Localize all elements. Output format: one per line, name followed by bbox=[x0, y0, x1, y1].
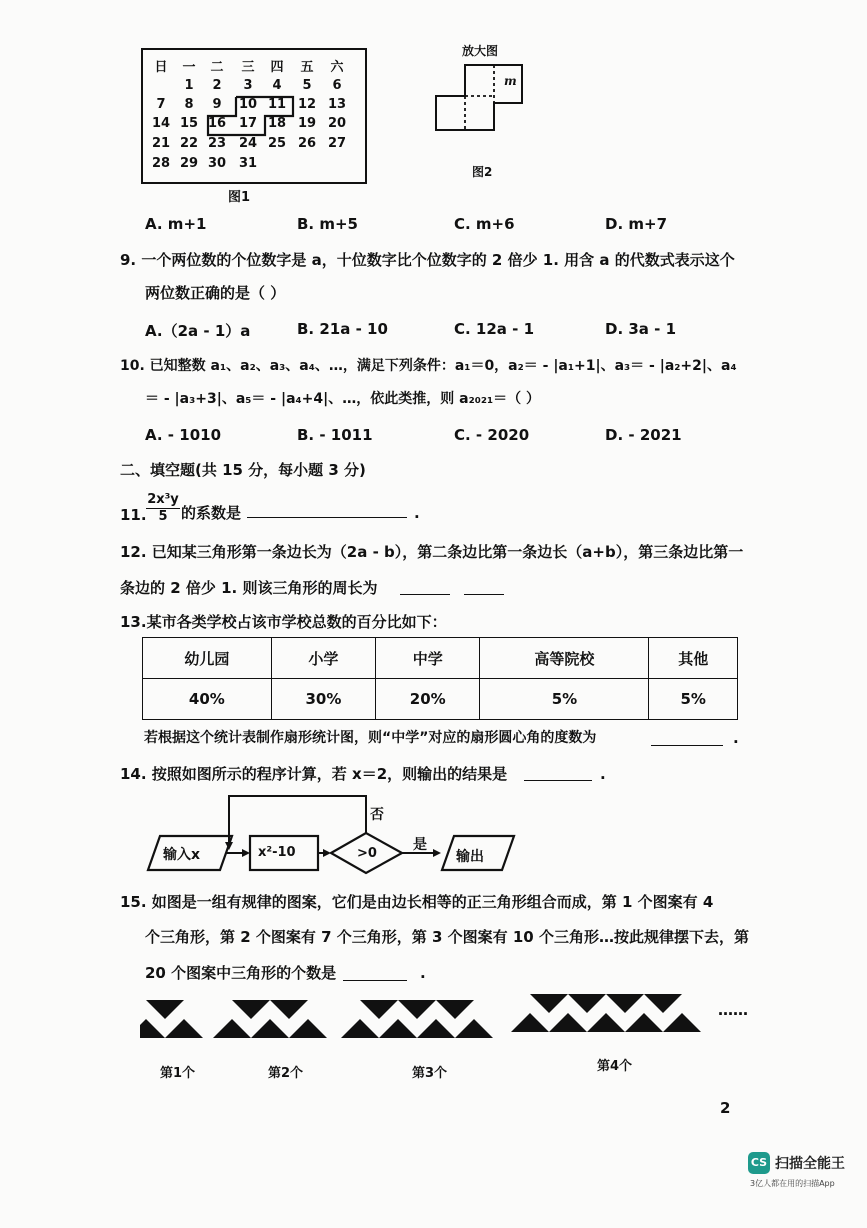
calendar-day: 21 bbox=[151, 136, 171, 151]
app-tagline: 3亿人都在用的扫描App bbox=[750, 1179, 835, 1188]
q9-line2: 两位数正确的是（ ） bbox=[145, 284, 286, 302]
pattern-bottom-triangle bbox=[213, 1019, 251, 1038]
pattern-bottom-triangle bbox=[251, 1019, 289, 1038]
q15-triangle-patterns bbox=[140, 990, 780, 1055]
pattern-bottom-triangle bbox=[455, 1019, 493, 1038]
q11-answer-blank bbox=[247, 503, 407, 522]
calendar-weekday-header: 一 bbox=[182, 60, 196, 75]
q13-end: . bbox=[733, 729, 739, 747]
calendar-day: 16 bbox=[207, 116, 227, 131]
table-value-cell: 40% bbox=[143, 679, 272, 720]
q10-option-a: A. - 1010 bbox=[145, 426, 222, 444]
q11-text: 的系数是 bbox=[181, 504, 242, 522]
q14-text: 14. 按照如图所示的程序计算，若 x＝2，则输出的结果是 bbox=[120, 765, 508, 783]
camscanner-logo: CS bbox=[748, 1152, 770, 1174]
q10-line2: ＝ - |a₃+3|、a₅＝ - |a₄+4|、…，依此类推，则 a₂₀₂₁＝（ ） bbox=[145, 391, 540, 407]
q11-number: 11. bbox=[120, 506, 147, 524]
q11-fraction-numerator: 2x³y bbox=[147, 492, 179, 507]
table-value-cell: 5% bbox=[649, 679, 738, 720]
flow-condition-label: >0 bbox=[357, 846, 377, 861]
figure2-title: 放大图 bbox=[462, 44, 499, 58]
calendar-day: 7 bbox=[156, 97, 166, 112]
flow-compute-label: x²-10 bbox=[258, 845, 296, 860]
calendar-weekday-header: 三 bbox=[241, 60, 255, 75]
q13-intro: 13.某市各类学校占该市学校总数的百分比如下： bbox=[120, 613, 447, 631]
calendar-day: 1 bbox=[184, 78, 194, 93]
flow-yes-label: 是 bbox=[413, 837, 427, 853]
q8-option-b: B. m+5 bbox=[297, 215, 358, 233]
q12-answer-blank bbox=[400, 580, 504, 599]
q10-option-d: D. - 2021 bbox=[605, 426, 682, 444]
pattern-bottom-triangle bbox=[165, 1019, 203, 1038]
pattern-top-triangle bbox=[360, 1000, 398, 1019]
q8-option-c: C. m+6 bbox=[454, 215, 515, 233]
q9-option-a: A.（2a - 1）a bbox=[145, 322, 251, 340]
figure2-caption: 图2 bbox=[472, 165, 493, 179]
q14-flowchart bbox=[140, 790, 520, 880]
pattern-bottom-triangle bbox=[140, 1019, 165, 1038]
calendar-day: 14 bbox=[151, 116, 171, 131]
pattern-bottom-triangle bbox=[663, 1013, 701, 1032]
table-row bbox=[143, 679, 738, 720]
calendar-day: 29 bbox=[179, 156, 199, 171]
calendar-day: 30 bbox=[207, 156, 227, 171]
calendar-day: 27 bbox=[327, 136, 347, 151]
calendar-highlight-shape bbox=[141, 48, 367, 184]
figure1-caption: 图1 bbox=[228, 190, 251, 205]
q10-option-b: B. - 1011 bbox=[297, 426, 373, 444]
q12-line1: 12. 已知某三角形第一条边长为（2a - b），第二条边比第一条边长（a+b），第三条边比第一 bbox=[120, 543, 744, 561]
pattern-bottom-triangle bbox=[625, 1013, 663, 1032]
calendar-day: 17 bbox=[238, 116, 258, 131]
q10-line1: 10. 已知整数 a₁、a₂、a₃、a₄、…，满足下列条件：a₁＝0，a₂＝ - |a₁+1|、a₃＝ - |a₂+2|、a₄ bbox=[120, 358, 737, 374]
pattern-bottom-triangle bbox=[549, 1013, 587, 1032]
q15-caption-3: 第3个 bbox=[412, 1066, 448, 1081]
table-header-cell: 其他 bbox=[649, 638, 738, 679]
calendar-day: 22 bbox=[179, 136, 199, 151]
calendar-day: 19 bbox=[297, 116, 317, 131]
calendar-day: 12 bbox=[297, 97, 317, 112]
pattern-top-triangle bbox=[530, 994, 568, 1013]
q14-answer-blank bbox=[524, 766, 592, 785]
calendar-day: 2 bbox=[212, 78, 222, 93]
table-value-cell: 5% bbox=[480, 679, 649, 720]
calendar-day: 3 bbox=[243, 78, 253, 93]
q15-line3: 20 个图案中三角形的个数是 bbox=[145, 964, 337, 982]
calendar-day: 28 bbox=[151, 156, 171, 171]
q14-end: . bbox=[600, 765, 606, 783]
pattern-top-triangle bbox=[270, 1000, 308, 1019]
calendar-day: 11 bbox=[267, 97, 287, 112]
page-number: 2 bbox=[720, 1099, 731, 1117]
app-name: 扫描全能王 bbox=[775, 1156, 845, 1172]
table-header-cell: 小学 bbox=[271, 638, 375, 679]
calendar-day: 18 bbox=[267, 116, 287, 131]
q13-stats-table bbox=[142, 637, 738, 720]
q11-end: . bbox=[414, 504, 420, 522]
calendar-day: 13 bbox=[327, 97, 347, 112]
section2-title: 二、填空题(共 15 分，每小题 3 分) bbox=[120, 461, 366, 479]
flow-output-label: 输出 bbox=[456, 849, 484, 865]
calendar-day: 6 bbox=[332, 78, 342, 93]
pattern-top-triangle bbox=[568, 994, 606, 1013]
q15-line2: 个三角形，第 2 个图案有 7 个三角形，第 3 个图案有 10 个三角形…按此规律摆下去，第 bbox=[145, 928, 749, 946]
calendar-day: 10 bbox=[238, 97, 258, 112]
q13-question: 若根据这个统计表制作扇形统计图，则“中学”对应的扇形圆心角的度数为 bbox=[144, 730, 597, 746]
pattern-bottom-triangle bbox=[417, 1019, 455, 1038]
calendar-weekday-header: 四 bbox=[270, 60, 284, 75]
pattern-top-triangle bbox=[398, 1000, 436, 1019]
q8-option-a: A. m+1 bbox=[145, 215, 207, 233]
pattern-top-triangle bbox=[146, 1000, 184, 1019]
calendar-day: 24 bbox=[238, 136, 258, 151]
calendar-day: 20 bbox=[327, 116, 347, 131]
q15-end: . bbox=[420, 964, 426, 982]
pattern-bottom-triangle bbox=[289, 1019, 327, 1038]
calendar-day: 15 bbox=[179, 116, 199, 131]
calendar-day: 26 bbox=[297, 136, 317, 151]
flow-no-label: 否 bbox=[370, 807, 384, 823]
pattern-top-triangle bbox=[436, 1000, 474, 1019]
q13-answer-blank bbox=[651, 731, 723, 750]
q9-line1: 9. 一个两位数的个位数字是 a，十位数字比个位数字的 2 倍少 1. 用含 a 的代数式表示这个 bbox=[120, 251, 735, 269]
q9-option-b: B. 21a - 10 bbox=[297, 320, 388, 338]
q15-line1: 15. 如图是一组有规律的图案，它们是由边长相等的正三角形组合而成，第 1 个图案有 4 bbox=[120, 893, 714, 911]
q8-option-d: D. m+7 bbox=[605, 215, 668, 233]
pattern-top-triangle bbox=[644, 994, 682, 1013]
q15-caption-1: 第1个 bbox=[160, 1066, 196, 1081]
calendar-day: 9 bbox=[212, 97, 222, 112]
pattern-top-triangle bbox=[232, 1000, 270, 1019]
table-row bbox=[143, 638, 738, 679]
q11-fraction-denominator: 5 bbox=[158, 509, 168, 524]
calendar-day: 4 bbox=[272, 78, 282, 93]
q15-ellipsis: …… bbox=[718, 1001, 748, 1019]
table-header-cell: 幼儿园 bbox=[143, 638, 272, 679]
pattern-bottom-triangle bbox=[587, 1013, 625, 1032]
figure2-m-label: m bbox=[504, 74, 517, 88]
table-value-cell: 30% bbox=[271, 679, 375, 720]
table-header-cell: 中学 bbox=[376, 638, 480, 679]
table-value-cell: 20% bbox=[376, 679, 480, 720]
calendar-weekday-header: 二 bbox=[210, 60, 224, 75]
calendar-weekday-header: 六 bbox=[330, 60, 344, 75]
calendar-day: 31 bbox=[238, 156, 258, 171]
q12-line2: 条边的 2 倍少 1. 则该三角形的周长为 bbox=[120, 579, 378, 597]
calendar-weekday-header: 五 bbox=[300, 60, 314, 75]
pattern-top-triangle bbox=[606, 994, 644, 1013]
q10-option-c: C. - 2020 bbox=[454, 426, 530, 444]
q9-option-c: C. 12a - 1 bbox=[454, 320, 535, 338]
calendar-day: 8 bbox=[184, 97, 194, 112]
q15-caption-4: 第4个 bbox=[597, 1059, 633, 1074]
q11-fraction bbox=[146, 492, 180, 525]
q9-option-d: D. 3a - 1 bbox=[605, 320, 677, 338]
pattern-bottom-triangle bbox=[341, 1019, 379, 1038]
q15-answer-blank bbox=[343, 966, 407, 985]
calendar-day: 5 bbox=[302, 78, 312, 93]
flow-input-label: 输入x bbox=[163, 847, 201, 863]
calendar-weekday-header: 日 bbox=[154, 60, 168, 75]
pattern-bottom-triangle bbox=[511, 1013, 549, 1032]
pattern-bottom-triangle bbox=[379, 1019, 417, 1038]
calendar-day: 23 bbox=[207, 136, 227, 151]
table-header-cell: 高等院校 bbox=[480, 638, 649, 679]
q15-caption-2: 第2个 bbox=[268, 1066, 304, 1081]
calendar-day: 25 bbox=[267, 136, 287, 151]
